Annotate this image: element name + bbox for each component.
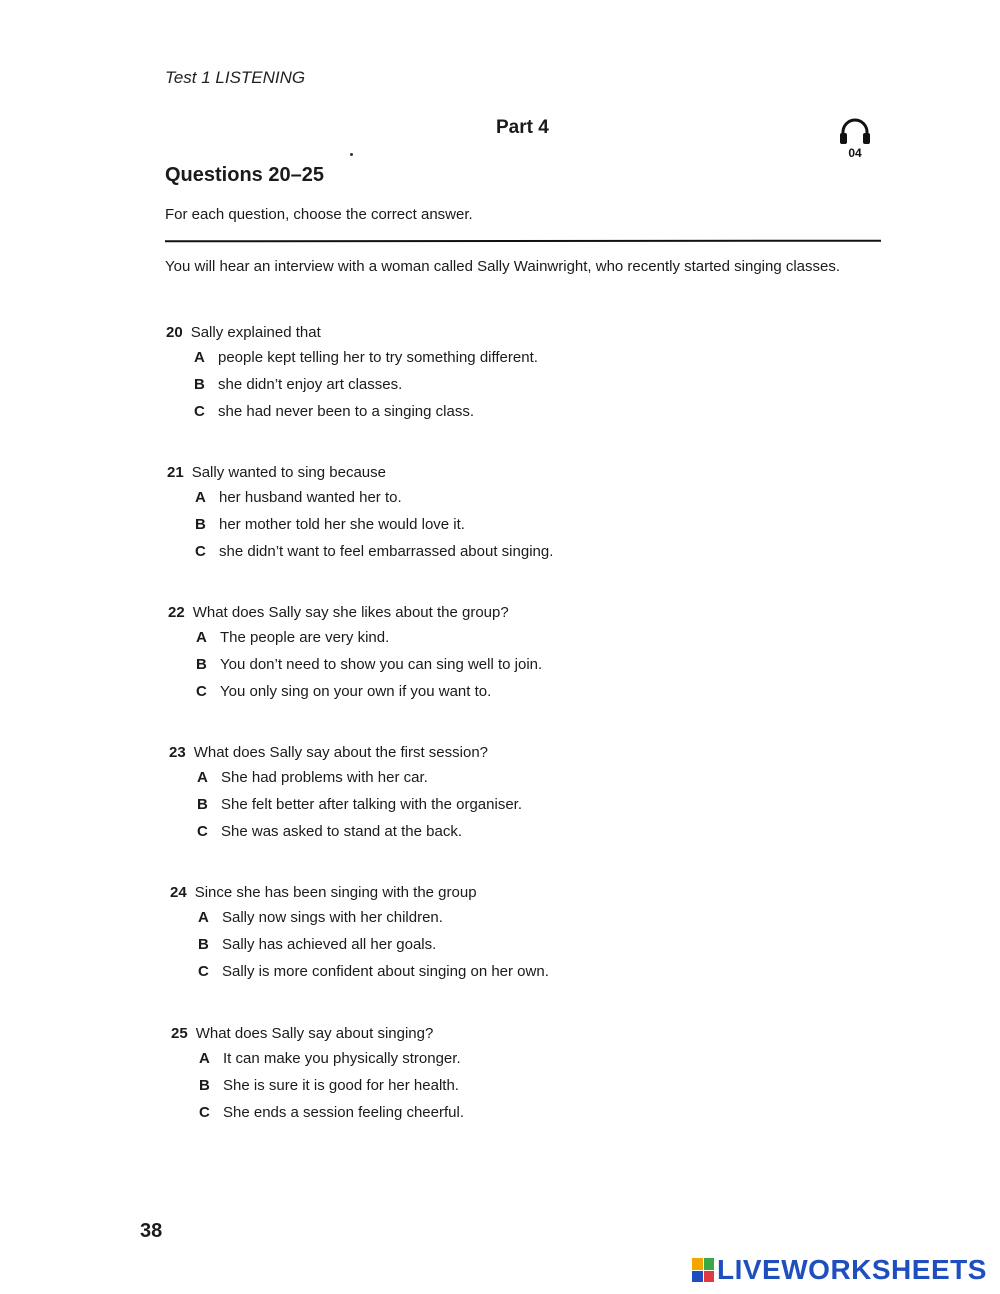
- option-text: You only sing on your own if you want to.: [220, 683, 492, 700]
- question-text: What does Sally say about singing?: [195, 1025, 434, 1042]
- answer-option-c[interactable]: [199, 1104, 464, 1121]
- option-letter: A: [196, 629, 207, 646]
- question-stem: [168, 604, 509, 621]
- option-text: Sally has achieved all her goals.: [222, 936, 437, 953]
- option-text: She had problems with her car.: [221, 769, 428, 786]
- answer-option-a[interactable]: [197, 769, 428, 786]
- option-letter: C: [198, 963, 209, 980]
- question-stem: [167, 464, 386, 481]
- questions-heading: Questions 20–25: [165, 164, 324, 186]
- option-text: The people are very kind.: [220, 629, 390, 646]
- option-letter: B: [199, 1077, 210, 1094]
- option-text: She ends a session feeling cheerful.: [223, 1104, 464, 1121]
- option-text: You don’t need to show you can sing well to join.: [220, 656, 543, 673]
- audio-track-number: 04: [848, 146, 862, 160]
- answer-option-b[interactable]: [198, 936, 436, 953]
- option-text: She was asked to stand at the back.: [221, 823, 462, 840]
- logo-tile: [704, 1271, 715, 1283]
- question-text: Sally wanted to sing because: [191, 464, 386, 481]
- option-text: she didn’t enjoy art classes.: [218, 376, 403, 393]
- option-text: her mother told her she would love it.: [219, 516, 465, 533]
- question-stem: [171, 1025, 433, 1042]
- page-number: 38: [140, 1220, 163, 1242]
- logo-tile: [692, 1258, 703, 1270]
- question-stem: [169, 744, 488, 761]
- answer-option-c[interactable]: [197, 823, 462, 840]
- logo-mark-icon: [692, 1258, 714, 1282]
- question-text: Sally explained that: [190, 324, 321, 341]
- option-letter: C: [195, 543, 206, 560]
- option-text: She is sure it is good for her health.: [223, 1077, 459, 1094]
- logo-tile: [704, 1258, 715, 1270]
- answer-option-b[interactable]: [194, 376, 402, 393]
- answer-option-a[interactable]: [196, 629, 389, 646]
- headphones-icon: [838, 116, 872, 146]
- option-letter: B: [198, 936, 209, 953]
- answer-option-b[interactable]: [197, 796, 522, 813]
- question-number: 20: [166, 324, 183, 341]
- option-letter: B: [196, 656, 207, 673]
- question-number: 22: [168, 604, 185, 621]
- option-letter: C: [197, 823, 208, 840]
- audio-track-indicator: [838, 116, 872, 164]
- option-text: It can make you physically stronger.: [223, 1050, 461, 1067]
- page-header: Test 1 LISTENING: [165, 68, 306, 87]
- option-letter: A: [197, 769, 208, 786]
- option-text: She felt better after talking with the organiser.: [221, 796, 523, 813]
- answer-option-b[interactable]: [195, 516, 465, 533]
- option-letter: A: [194, 349, 205, 366]
- divider-line: [165, 240, 881, 243]
- part-title: Part 4: [496, 117, 549, 138]
- instruction-text: For each question, choose the correct answer.: [165, 206, 473, 223]
- answer-option-a[interactable]: [199, 1050, 461, 1067]
- option-text: people kept telling her to try something different.: [218, 349, 538, 366]
- answer-option-a[interactable]: [195, 489, 402, 506]
- option-letter: C: [199, 1104, 210, 1121]
- answer-option-c[interactable]: [198, 963, 549, 980]
- question-text: What does Sally say she likes about the group?: [192, 604, 509, 621]
- question-number: 25: [171, 1025, 188, 1042]
- option-letter: B: [197, 796, 208, 813]
- answer-option-c[interactable]: [196, 683, 491, 700]
- option-letter: A: [198, 909, 209, 926]
- question-text: Since she has been singing with the group: [194, 884, 477, 901]
- liveworksheets-logo: [692, 1255, 987, 1285]
- option-text: her husband wanted her to.: [219, 489, 402, 506]
- option-text: Sally now sings with her children.: [222, 909, 443, 926]
- logo-tile: [692, 1271, 703, 1283]
- intro-text: You will hear an interview with a woman called Sally Wainwright, who recently started singing classes.: [165, 258, 841, 275]
- answer-option-c[interactable]: [194, 403, 474, 420]
- option-letter: A: [199, 1050, 210, 1067]
- question-stem: [166, 324, 321, 341]
- question-stem: [170, 884, 477, 901]
- option-text: Sally is more confident about singing on her own.: [222, 963, 549, 980]
- option-letter: A: [195, 489, 206, 506]
- option-text: she didn’t want to feel embarrassed about singing.: [219, 543, 554, 560]
- option-letter: B: [195, 516, 206, 533]
- question-text: What does Sally say about the first session?: [193, 744, 489, 761]
- option-text: she had never been to a singing class.: [218, 403, 475, 420]
- answer-option-b[interactable]: [196, 656, 542, 673]
- question-number: 23: [169, 744, 186, 761]
- option-letter: C: [194, 403, 205, 420]
- answer-option-a[interactable]: [194, 349, 538, 366]
- print-speck: [350, 153, 353, 156]
- answer-option-b[interactable]: [199, 1077, 459, 1094]
- answer-option-a[interactable]: [198, 909, 443, 926]
- question-number: 21: [167, 464, 184, 481]
- option-letter: C: [196, 683, 207, 700]
- answer-option-c[interactable]: [195, 543, 553, 560]
- logo-wordmark: LIVEWORKSHEETS: [717, 1254, 987, 1285]
- question-number: 24: [170, 884, 187, 901]
- option-letter: B: [194, 376, 205, 393]
